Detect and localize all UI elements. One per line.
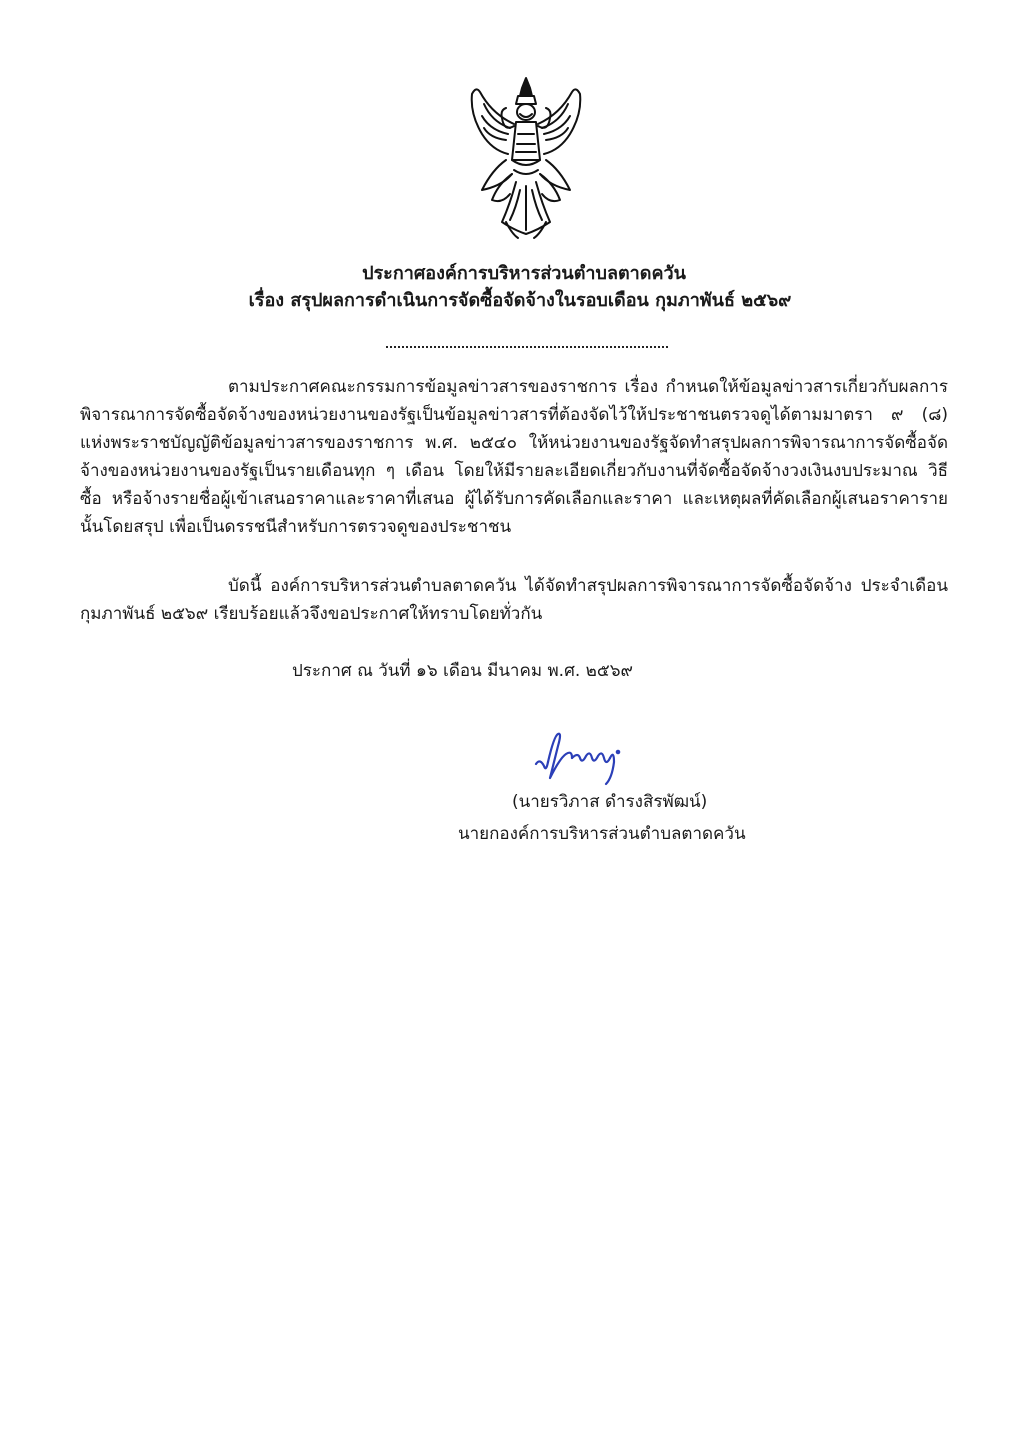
body-paragraph-1: ตามประกาศคณะกรรมการข้อมูลข่าวสารของราชการ เรื่อง กำหนดให้ข้อมูลข่าวสารเกี่ยวกับผลการพิจารณาการจัดซื้อจัดจ้างของหน่วยงานของรัฐเป็นข้อมูลข่าวสารที่ต้องจัดไว้ให้ประชาชนตรวจดูได้ตามมาตรา ๙ (๘) แห่งพระราชบัญญัติข้อมูลข่าวสารของราชการ พ.ศ. ๒๕๔๐ ให้หน่วยงานของรัฐจัดทำสรุปผลการพิจารณาการจัดซื้อจัดจ้างของหน่วยงานของรัฐเป็นรายเดือนทุก ๆ เดือน โดยให้มีรายละเอียดเกี่ยวกับงานที่จัดซื้อจัดจ้างวงเงินงบประมาณ วิธีซื้อ หรือจ้างรายชื่อผู้เข้าเสนอราคาและราคาที่เสนอ ผู้ได้รับการคัดเลือกและราคา และเหตุผลที่คัดเลือกผู้เสนอราคารายนั้นโดยสรุป เพื่อเป็นดรรชนีสำหรับการตรวจดูของประชาชน (80, 377, 948, 537)
handwritten-signature (532, 728, 624, 788)
announcement-title: ประกาศองค์การบริหารส่วนตำบลตาดควัน (362, 263, 686, 284)
signer-position: นายกองค์การบริหารส่วนตำบลตาดควัน (458, 824, 746, 844)
garuda-emblem-icon (462, 74, 590, 246)
announcement-subject: เรื่อง สรุปผลการดำเนินการจัดซื้อจัดจ้างในรอบเดือน กุมภาพันธ์ ๒๕๖๙ (248, 290, 792, 311)
signer-name: (นายรวิภาส ดำรงสิรพัฒน์) (512, 792, 708, 812)
separator-line (386, 346, 668, 348)
body-paragraph-2: บัดนี้ องค์การบริหารส่วนตำบลตาดควัน ได้จัดทำสรุปผลการพิจารณาการจัดซื้อจัดจ้าง ประจำเดือนกุมภาพันธ์ ๒๕๖๙ เรียบร้อยแล้วจึงขอประกาศให้ทราบโดยทั่วกัน (80, 576, 948, 624)
announcement-date: ประกาศ ณ วันที่ ๑๖ เดือน มีนาคม พ.ศ. ๒๕๖๙ (292, 661, 633, 681)
